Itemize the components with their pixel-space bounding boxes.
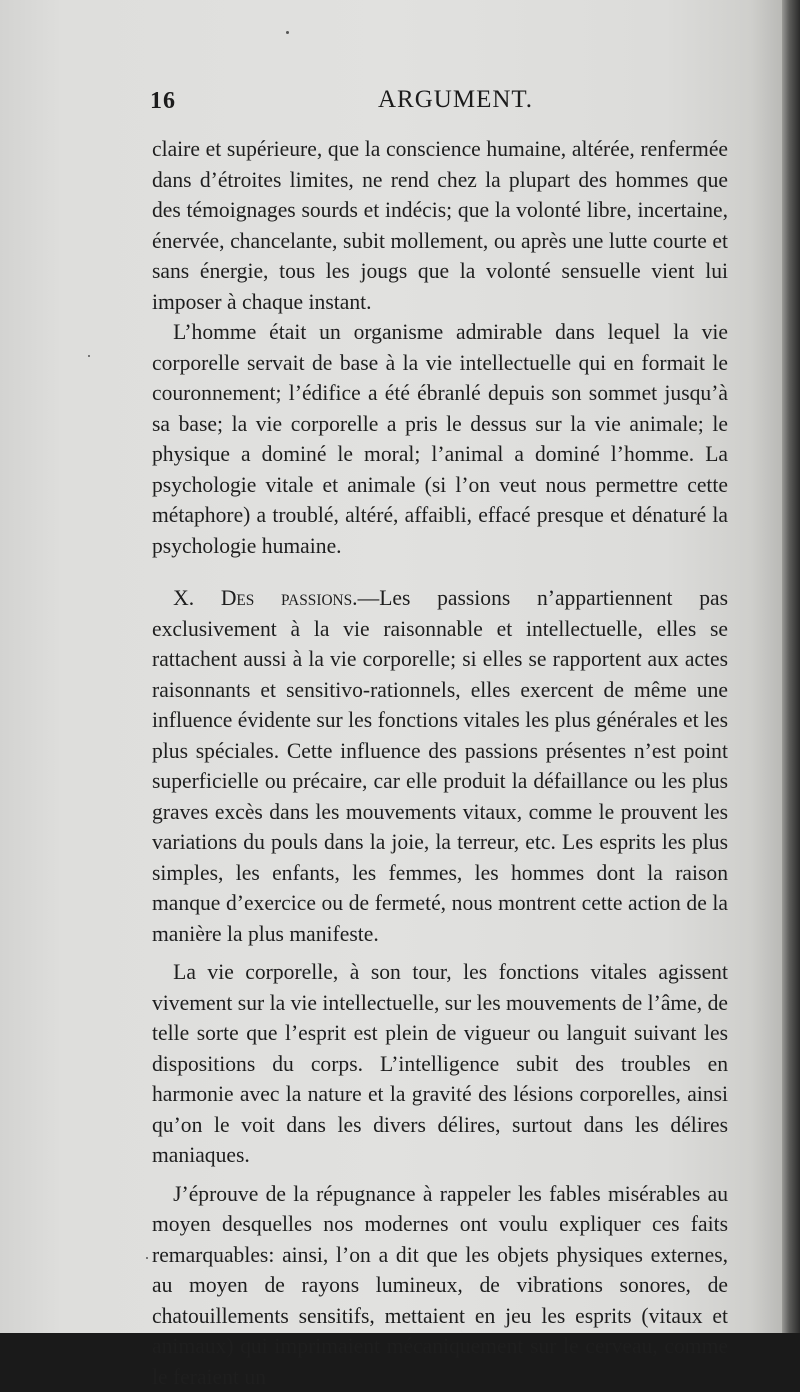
paper-speck [146, 1257, 148, 1259]
section-heading: X. Des passions. [173, 585, 357, 610]
paragraph-fables: J’éprouve de la répugnance à rappeler les fables misérables au moyen desquelles nos modernes ont voulu expliquer ces faits remarquables: ainsi, l’on a dit que les objets physiques externes, au moyen de rayons lumineux, de vibrations sonores, de chatouillements sensitifs, mettaient en jeu les esprits (vitaux et animaux) qui imprimaient mécaniquement sur le cerveau, comme le feraient un [152, 1179, 728, 1392]
paper-speck [286, 31, 289, 34]
paragraph-corporal-life: La vie corporelle, à son tour, les fonctions vitales agissent vivement sur la vie intellectuelle, sur les mouvements de l’âme, de telle sorte que l’esprit est plein de vigueur ou languit suivant les dispositions du corps. L’intelligence subit des troubles en harmonie avec la nature et la gravité des lésions corporelles, ainsi qu’on le voit dans les divers délires, surtout dans les délires maniaques. [152, 957, 728, 1171]
paragraph-passions [152, 583, 728, 949]
page-number: 16 [150, 88, 176, 115]
page-edge-shadow [782, 0, 800, 1333]
paragraph-passions-text: —Les passions n’appartiennent pas exclusivement à la vie raisonnable et intellectuelle, elles se rattachent aussi à la vie corporelle; si elles se rapportent aux actes raisonnants et sensitivo-rationnels, elles exercent de même une influence évidente sur les fonctions vitales les plus générales et les plus spéciales. Cette influence des passions présentes n’est point superficielle ou précaire, car elle produit la défaillance ou les plus graves excès dans les mouvements vitaux, comme le prouvent les variations du pouls dans la joie, la terreur, etc. Les esprits les plus simples, les enfants, les femmes, les hommes dont la raison manque d’exercice ou de fermeté, nous montrent cette action de la manière la plus manifeste. [152, 585, 728, 946]
running-title: ARGUMENT. [378, 86, 533, 114]
paper-speck [88, 355, 90, 357]
paragraph-continuation: claire et supérieure, que la conscience humaine, altérée, renfermée dans d’étroites limites, ne rend chez la plupart des hommes que des témoignages sourds et indécis; que la volonté libre, incertaine, énervée, chancelante, subit mollement, ou après une lutte courte et sans énergie, tous les jougs que la volonté sensuelle vient lui imposer à chaque instant. [152, 134, 728, 317]
page-header [150, 86, 750, 120]
body-text [152, 134, 728, 1392]
paragraph-organism: L’homme était un organisme admirable dans lequel la vie corporelle servait de base à la vie intellectuelle qui en formait le couronnement; l’édifice a été ébranlé depuis son sommet jusqu’à sa base; la vie corporelle a pris le dessus sur la vie animale; le physique a dominé le moral; l’animal a dominé l’homme. La psychologie vitale et animale (si l’on veut nous permettre cette métaphore) a troublé, altéré, affaibli, effacé presque et dénaturé la psychologie humaine. [152, 317, 728, 561]
